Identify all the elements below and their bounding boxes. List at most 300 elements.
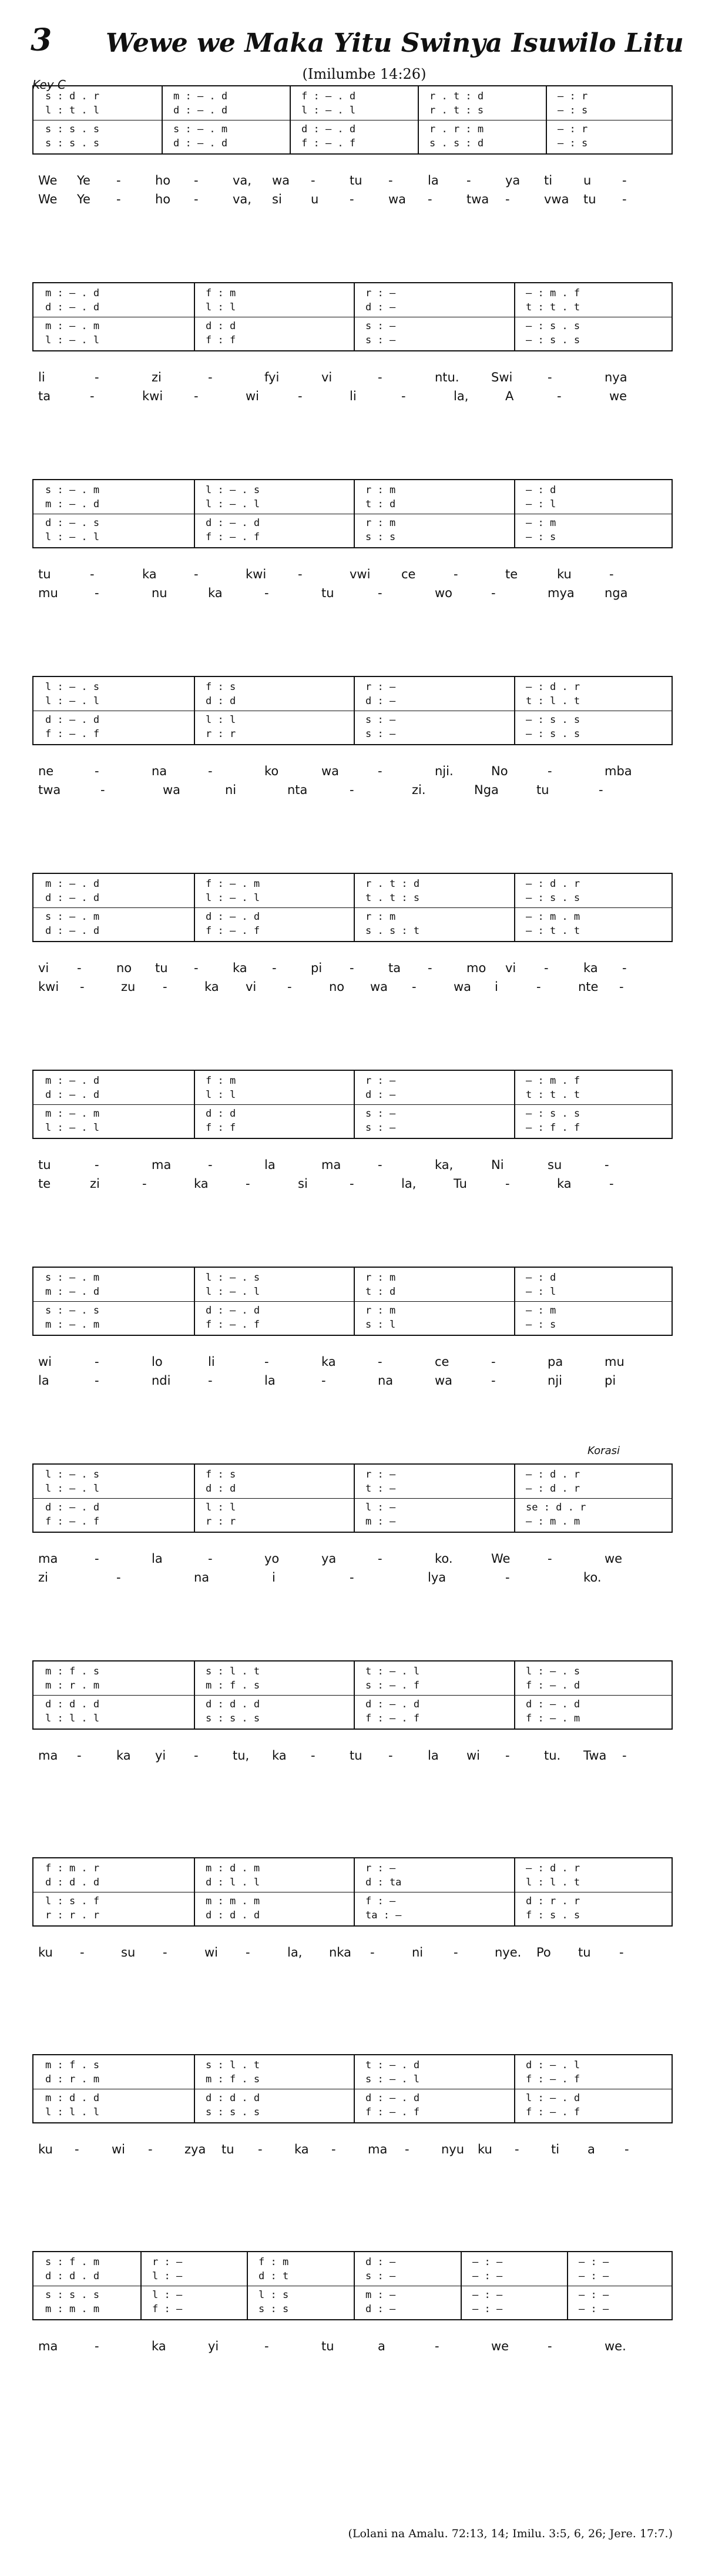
lyric-syllable: - [194,192,199,206]
lyric-syllable: - [95,586,99,600]
lyric-syllable: - [95,1355,99,1369]
staff-box [32,85,673,155]
lyric-line [38,1352,667,1372]
bar-line [354,1858,355,1925]
section-label: Korasi [588,1445,620,1457]
solfa-notes: f : – . m [206,878,260,890]
solfa-notes: t : t . t [526,1089,580,1101]
lyric-syllable: yo [264,1552,280,1566]
solfa-notes: l : – . s [45,681,100,693]
solfa-notes: m : – . d [45,498,100,510]
solfa-notes: r : — [365,1469,396,1480]
solfa-notes: d : — [365,2303,396,2315]
lyric-syllable: - [194,173,199,187]
lyric-syllable: - [90,389,95,403]
bar-line [140,2252,142,2319]
lyric-syllable: ku [38,1945,53,1959]
bar-line [354,2252,355,2319]
solfa-notes: s : — [365,1108,396,1120]
lyric-syllable: ma [38,1748,58,1763]
lyric-syllable: kwi [142,389,163,403]
lyric-syllable: - [378,1158,382,1172]
lyric-syllable: nta [287,783,308,797]
lyric-syllable: - [609,567,614,581]
voice-divider [33,1301,672,1302]
solfa-notes: s : s [258,2303,289,2315]
solfa-notes: — : s . s [526,334,580,346]
solfa-notes: r : m [365,484,396,496]
bar-line [354,1071,355,1138]
lyric-syllable: - [95,1374,99,1388]
solfa-notes: f : — [365,1895,396,1907]
lyric-syllable: si [272,192,282,206]
lyric-syllable: - [350,783,354,797]
staff-box [32,2251,673,2320]
lyric-syllable: - [163,1945,167,1959]
lyric-syllable: vi [38,961,49,975]
lyric-syllable: - [208,764,213,778]
solfa-notes: d : – . d [206,517,260,529]
lyric-syllable: na [152,764,167,778]
lyric-syllable: - [378,1552,382,1566]
bar-line [354,677,355,744]
solfa-notes: m : r . m [45,1680,100,1691]
solfa-notes: d : d [206,320,236,332]
solfa-notes: d : – . d [206,1305,260,1317]
lyric-syllable: - [605,1158,609,1172]
staff-box [32,1857,673,1927]
lyric-syllable: we [609,389,627,403]
lyric-syllable: vwa [544,192,569,206]
lyric-syllable: - [557,389,562,403]
solfa-notes: d : – . d [365,1699,420,1710]
lyric-syllable: ku [38,2142,53,2156]
lyric-syllable: - [491,1374,496,1388]
lyric-syllable: No [491,764,508,778]
solfa-notes: d : – . d [45,892,100,904]
solfa-notes: l : l [206,1502,236,1513]
solfa-notes: f : – . f [365,2106,420,2118]
lyric-syllable: ka, [435,1158,454,1172]
solfa-notes: t : l . t [526,695,580,707]
solfa-notes: f : – . f [206,1319,260,1331]
voice-divider [33,1498,672,1499]
solfa-notes: d : d . d [45,2270,100,2282]
solfa-notes: — : — [579,2303,609,2315]
lyric-line [38,958,667,978]
solfa-notes: t : — [365,1483,396,1495]
bar-line [354,1465,355,1532]
solfa-notes: l : l [206,302,236,313]
solfa-notes: d : — [365,302,396,313]
solfa-notes: — : m . f [526,1075,580,1087]
bar-line [194,1465,195,1532]
solfa-notes: r . t : s [429,105,484,116]
staff-box [32,1267,673,1336]
solfa-notes: s : s . s [206,1713,260,1724]
lyric-syllable: zu [121,980,136,994]
solfa-notes: t : – . d [365,2059,420,2071]
solfa-notes: s : l . t [206,1666,260,1677]
lyric-syllable: - [80,980,85,994]
solfa-notes: r : — [365,681,396,693]
lyric-syllable: Nga [474,783,499,797]
lyric-syllable: i [272,1570,276,1585]
solfa-notes: — : d [526,1272,556,1284]
bar-line [247,2252,248,2319]
lyric-syllable: - [116,173,121,187]
solfa-notes: f : m . r [45,1863,100,1874]
lyric-syllable: wi [112,2142,126,2156]
lyric-syllable: wa [454,980,472,994]
bar-line [194,1268,195,1335]
staff-box [32,1463,673,1533]
solfa-notes: d : d . d [206,2092,260,2104]
lyric-syllable: tu [350,1748,362,1763]
lyric-syllable: ka [321,1355,336,1369]
lyric-line [38,1174,667,1194]
solfa-notes: m : f . s [45,2059,100,2071]
lyric-syllable: te [38,1177,51,1191]
lyric-syllable: - [536,980,541,994]
lyric-syllable: - [246,1177,250,1191]
solfa-notes: l : s . f [45,1895,100,1907]
lyric-syllable: pi [605,1374,616,1388]
lyric-syllable: ka [294,2142,309,2156]
lyric-syllable: nka [329,1945,351,1959]
solfa-notes: r : — [152,2256,183,2268]
solfa-notes: d : – . d [45,302,100,313]
bar-line [194,1071,195,1138]
lyric-syllable: - [619,1945,624,1959]
solfa-notes: s : — [365,714,396,726]
staff-box [32,1660,673,1730]
solfa-notes: f : – . f [526,2106,580,2118]
lyric-syllable: - [95,764,99,778]
lyric-syllable: li [208,1355,215,1369]
music-system [32,1445,673,1657]
lyric-syllable: - [388,173,393,187]
bar-line [514,1858,515,1925]
voice-divider [33,907,672,908]
solfa-notes: l : — [152,2289,183,2301]
lyric-syllable: - [401,389,406,403]
lyric-syllable: nji. [435,764,454,778]
solfa-notes: — : d . r [526,1483,580,1495]
lyric-syllable: - [428,192,432,206]
bar-line [461,2252,462,2319]
lyric-syllable: fyi [264,370,280,384]
lyric-syllable: vi [246,980,257,994]
bar-line [354,1661,355,1729]
lyric-syllable: ho [155,173,171,187]
solfa-notes: — : d . r [526,1863,580,1874]
solfa-notes: s : — [365,728,396,740]
solfa-notes: d : d [206,1483,236,1495]
solfa-notes: — : m [526,517,556,529]
lyric-syllable: - [77,1748,82,1763]
lyric-syllable: - [75,2142,79,2156]
lyric-syllable: - [454,1945,458,1959]
bar-line [162,86,163,153]
lyric-syllable: - [505,192,510,206]
lyric-syllable: - [350,1570,354,1585]
lyric-syllable: we [605,1552,623,1566]
solfa-notes: l : – . l [45,1483,100,1495]
solfa-notes: m : – . d [45,878,100,890]
lyric-syllable: - [515,2142,519,2156]
solfa-notes: m : – . d [45,287,100,299]
lyric-syllable: ka [116,1748,131,1763]
lyric-syllable: - [95,1552,99,1566]
lyric-syllable: ma [38,2339,58,2353]
bar-line [514,480,515,547]
solfa-notes: l : l . l [45,1713,100,1724]
hymn-number: 3 [31,22,52,58]
lyric-syllable: We [38,173,58,187]
solfa-notes: r : r [206,728,236,740]
lyric-syllable: - [116,192,121,206]
lyric-syllable: - [287,980,292,994]
lyric-syllable: ko [264,764,279,778]
lyric-syllable: - [311,173,315,187]
bar-line [354,2055,355,2122]
lyric-syllable: nya [605,370,627,384]
lyric-syllable: la [428,1748,439,1763]
solfa-notes: d : d . d [206,1699,260,1710]
solfa-notes: l : l [206,1089,236,1101]
solfa-notes: m : – . m [45,1319,100,1331]
lyric-syllable: Ni [491,1158,504,1172]
solfa-notes: r : r . r [45,1910,100,1921]
lyric-line [38,583,667,603]
lyric-syllable: la [152,1552,163,1566]
solfa-notes: f : – . f [45,728,100,740]
lyric-syllable: wi [246,389,260,403]
solfa-notes: r . t : d [365,878,420,890]
solfa-notes: r : — [365,1075,396,1087]
lyric-syllable: - [100,783,105,797]
solfa-notes: d : d . d [45,1877,100,1888]
bar-line [514,283,515,350]
solfa-notes: r : m [365,1305,396,1317]
lyric-syllable: - [208,1552,213,1566]
lyric-syllable: wa [321,764,340,778]
solfa-notes: l : – . l [301,105,356,116]
lyric-syllable: su [548,1158,562,1172]
solfa-notes: r : — [365,287,396,299]
solfa-notes: r : m [365,911,396,923]
solfa-notes: — : m . f [526,287,580,299]
solfa-notes: — : t . t [526,925,580,937]
solfa-notes: — : d [526,484,556,496]
lyric-syllable: wi [38,1355,52,1369]
lyric-syllable: tu [321,586,334,600]
solfa-notes: m : m . m [45,2303,100,2315]
solfa-notes: l : – . s [206,1272,260,1284]
solfa-notes: r : r [206,1516,236,1527]
solfa-notes: f : s [206,681,236,693]
music-system [32,2251,673,2445]
solfa-notes: r : m [365,1272,396,1284]
solfa-notes: ta : — [365,1910,402,1921]
solfa-notes: s : – . l [365,2073,420,2085]
solfa-notes: — : m . m [526,1516,580,1527]
solfa-notes: d : – . s [45,517,100,529]
music-system [32,1660,673,1854]
solfa-notes: l : — [152,2270,183,2282]
lyric-syllable: ntu. [435,370,459,384]
staff-box [32,873,673,942]
lyric-syllable: - [548,2339,552,2353]
lyric-syllable: - [454,567,458,581]
lyric-syllable: pi [311,961,323,975]
lyric-syllable: zi. [412,783,426,797]
lyric-syllable: nye. [495,1945,522,1959]
lyric-syllable: - [194,1748,199,1763]
solfa-notes: — : s [526,531,556,543]
solfa-notes: s : s . s [206,2106,260,2118]
music-system [32,676,673,870]
lyric-syllable: ma [38,1552,58,1566]
solfa-notes: — : s . s [526,728,580,740]
lyric-syllable: la [38,1374,49,1388]
solfa-notes: d : – . d [45,714,100,726]
footer-references: (Lolani na Amalu. 72:13, 14; Imilu. 3:5, 6, 26; Jere. 17:7.) [348,2527,673,2540]
lyric-syllable: - [505,1177,510,1191]
lyric-syllable: - [142,1177,147,1191]
lyric-syllable: tu [536,783,549,797]
lyric-syllable: - [246,1945,250,1959]
lyric-syllable: - [272,961,277,975]
staff-box [32,282,673,351]
lyric-syllable: ndi [152,1374,171,1388]
solfa-notes: d : – . d [365,2092,420,2104]
solfa-notes: d : d . d [206,1910,260,1921]
solfa-notes: r : — [365,1863,396,1874]
solfa-notes: l : – . l [206,892,260,904]
lyric-syllable: wi [204,1945,219,1959]
lyric-syllable: lya [428,1570,446,1585]
solfa-notes: d : — [365,1089,396,1101]
solfa-notes: s : – . s [45,1305,100,1317]
solfa-notes: m : — [365,1516,396,1527]
lyric-syllable: ta [38,389,51,403]
solfa-notes: s : — [365,320,396,332]
lyric-syllable: ku [478,2142,492,2156]
lyric-syllable: ti [544,173,553,187]
solfa-notes: f : – . m [526,1713,580,1724]
lyric-syllable: ce [435,1355,449,1369]
solfa-notes: f : – . f [301,138,356,149]
lyric-syllable: - [80,1945,85,1959]
solfa-notes: m : – . m [45,1108,100,1120]
hymn-title: Wewe we Maka Yitu Swinya Isuwilo Litu [106,28,684,58]
solfa-notes: m : – . m [45,320,100,332]
solfa-notes: m : f . s [206,1680,260,1691]
lyric-syllable: ku [557,567,572,581]
solfa-notes: l : – . l [45,531,100,543]
solfa-notes: d : – . d [173,138,228,149]
lyric-syllable: wo [435,586,453,600]
lyric-syllable: - [548,1552,552,1566]
solfa-notes: m : — [365,2289,396,2301]
solfa-notes: m : d . m [206,1863,260,1874]
solfa-notes: t : d [365,1286,396,1298]
solfa-notes: d : – . d [45,925,100,937]
lyric-line [38,386,667,406]
bar-line [567,2252,568,2319]
lyric-syllable: va, [233,192,251,206]
solfa-notes: t : t . t [526,302,580,313]
lyric-syllable: twa [466,192,489,206]
lyric-syllable: - [548,370,552,384]
solfa-notes: d : – . d [173,105,228,116]
lyric-syllable: wa [272,173,290,187]
lyric-syllable: mo [466,961,486,975]
lyric-syllable: - [350,192,354,206]
lyric-syllable: zya [184,2142,206,2156]
solfa-notes: — : — [472,2303,503,2315]
lyric-syllable: - [548,764,552,778]
solfa-notes: m : m . m [206,1895,260,1907]
solfa-notes: f : f [206,1122,236,1134]
lyric-syllable: ya [321,1552,337,1566]
lyric-syllable: We [491,1552,511,1566]
lyric-syllable: nte [578,980,599,994]
lyric-syllable: a [588,2142,595,2156]
lyric-syllable: - [378,370,382,384]
solfa-notes: s : s . s [45,2289,100,2301]
bar-line [514,1661,515,1729]
bar-line [290,86,291,153]
lyric-syllable: wi [466,1748,481,1763]
voice-divider [33,1695,672,1696]
lyric-syllable: tu [321,2339,334,2353]
solfa-notes: f : s [206,1469,236,1480]
lyric-syllable: - [625,2142,629,2156]
lyric-syllable: no [329,980,345,994]
lyric-syllable: tu. [544,1748,561,1763]
lyric-syllable: ne [38,764,54,778]
lyric-syllable: - [208,1158,213,1172]
lyric-syllable: no [116,961,132,975]
solfa-notes: d : — [365,2256,396,2268]
lyric-syllable: zi [152,370,162,384]
music-system [32,2054,673,2248]
lyric-syllable: ce [401,567,416,581]
lyric-syllable: - [378,1355,382,1369]
lyric-syllable: wa [435,1374,453,1388]
solfa-notes: — : m [526,1305,556,1317]
scripture-reference: (Imilumbe 14:26) [302,66,427,82]
lyric-syllable: ni [412,1945,424,1959]
lyric-line [38,367,667,387]
bar-line [194,2055,195,2122]
solfa-notes: l : l [206,714,236,726]
solfa-notes: l : – . l [45,1122,100,1134]
lyric-syllable: - [412,980,417,994]
solfa-notes: — : l [526,1286,556,1298]
music-system [32,479,673,673]
lyric-syllable: vi [321,370,333,384]
lyric-syllable: nu [152,586,167,600]
bar-line [514,677,515,744]
lyric-syllable: - [388,1748,393,1763]
lyric-syllable: - [428,961,432,975]
lyric-line [38,1371,667,1391]
lyric-syllable: kwi [38,980,59,994]
